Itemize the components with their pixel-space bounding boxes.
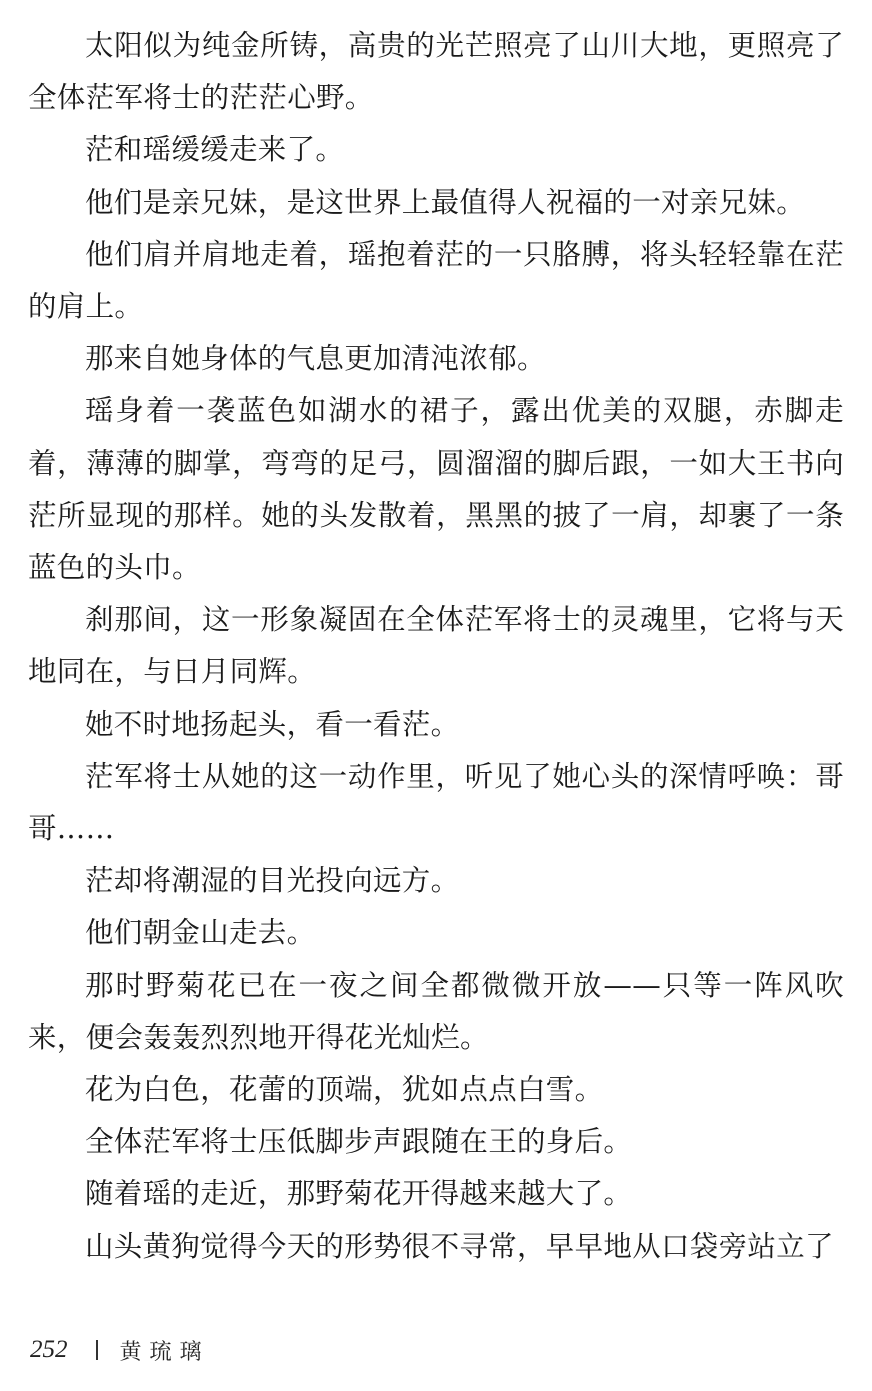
paragraph: 他们是亲兄妹，是这世界上最值得人祝福的一对亲兄妹。	[85, 185, 806, 219]
page-number: 252	[30, 1336, 68, 1363]
paragraph: 茫却将潮湿的目光投向远方。	[85, 864, 460, 898]
paragraph: 那来自她身体的气息更加清沌浓郁。	[85, 342, 546, 376]
paragraph: 那时野菊花已在一夜之间全都微微开放——只等一阵风吹来，便会轰轰烈烈地开得花光灿烂。	[28, 968, 844, 1054]
footer-author: 黄琉璃	[119, 1339, 210, 1365]
paragraph: 随着瑶的走近，那野菊花开得越来越大了。	[85, 1177, 633, 1211]
paragraph: 茫和瑶缓缓走来了。	[85, 133, 345, 167]
paragraph: 他们朝金山走去。	[85, 916, 316, 950]
paragraph: 花为白色，花蕾的顶端，犹如点点白雪。	[85, 1073, 604, 1107]
paragraph: 太阳似为纯金所铸，高贵的光芒照亮了山川大地，更照亮了全体茫军将士的茫茫心野。	[28, 29, 844, 115]
paragraph: 山头黄狗觉得今天的形势很不寻常，早早地从口袋旁站立了	[85, 1229, 834, 1263]
paragraph: 茫军将士从她的这一动作里，听见了她心头的深情呼唤：哥哥……	[28, 759, 844, 846]
paragraph: 刹那间，这一形象凝固在全体茫军将士的灵魂里，它将与天地同在，与日月同辉。	[28, 603, 844, 689]
page-body	[28, 20, 844, 1273]
paragraph: 瑶身着一袭蓝色如湖水的裙子，露出优美的双腿，赤脚走着，薄薄的脚掌，弯弯的足弓，圆溜溜的脚后跟，一如大王书向茫所显现的那样。她的头发散着，黑黑的披了一肩，却裹了一条蓝色的头巾。	[28, 394, 844, 585]
paragraph: 她不时地扬起头，看一看茫。	[85, 707, 460, 741]
paragraph: 全体茫军将士压低脚步声跟随在王的身后。	[85, 1125, 633, 1159]
paragraph: 他们肩并肩地走着，瑶抱着茫的一只胳膊，将头轻轻靠在茫的肩上。	[28, 237, 844, 324]
footer-separator	[96, 1340, 98, 1360]
page-footer	[30, 1330, 210, 1370]
